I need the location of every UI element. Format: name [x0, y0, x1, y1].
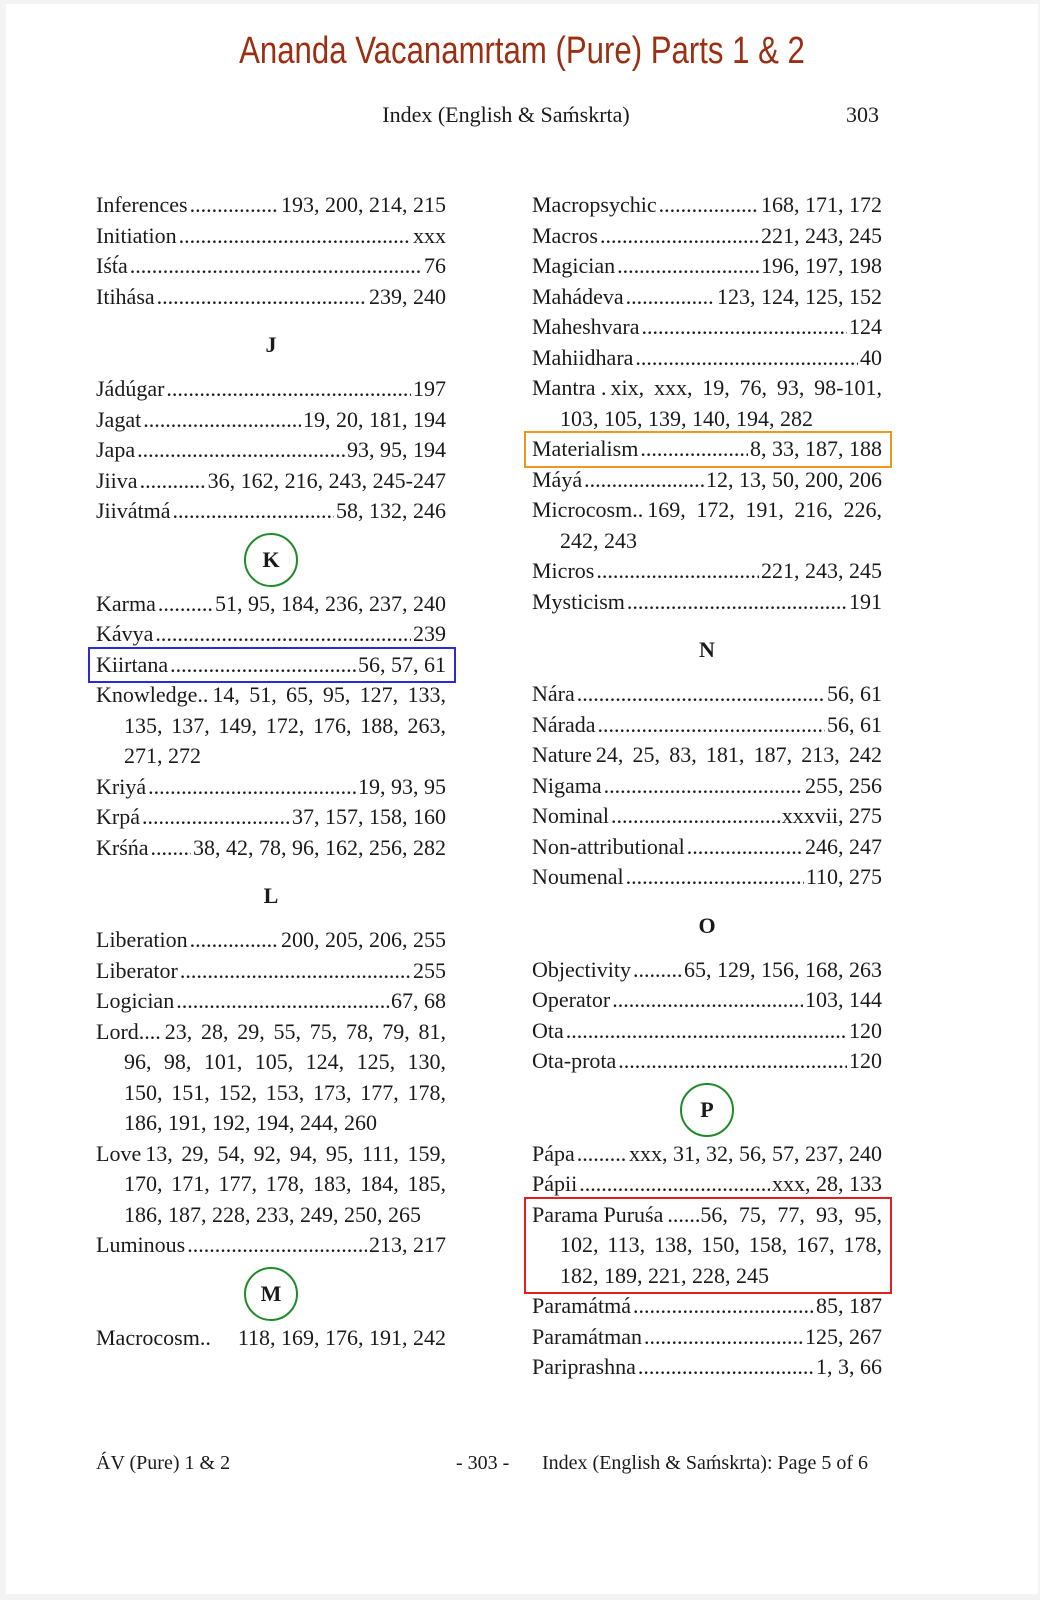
index-entry [96, 925, 446, 956]
index-term: Ota-prota [532, 1048, 617, 1073]
dot-leader [180, 956, 411, 987]
index-entry-line [532, 251, 882, 282]
index-pages: 213, 217 [369, 1232, 446, 1257]
index-entry-line [96, 435, 446, 466]
index-pages: 24, 25, 83, 181, 187, 213, 242 [595, 742, 882, 767]
dot-leader [600, 221, 759, 252]
index-pages: 40 [860, 344, 882, 370]
index-column-left [96, 190, 446, 1353]
running-title: Index (English & Saḿskrta) [382, 102, 630, 127]
index-term: Materialism [532, 436, 639, 461]
section-gap [96, 360, 446, 374]
index-entry [532, 251, 882, 282]
dot-leader [158, 589, 213, 620]
index-term: Maheshvara [532, 314, 640, 339]
index-entry-line [96, 833, 446, 864]
index-term: Jiiva [96, 467, 138, 493]
index-term: Kiirtana [96, 651, 169, 677]
index-entry-line [532, 373, 882, 404]
index-term: Kávya [96, 621, 154, 646]
index-pages: 221, 243, 245 [761, 222, 882, 248]
index-pages: 37, 157, 158, 160 [292, 804, 446, 829]
index-pages: 76 [424, 253, 446, 278]
index-pages: 169, 172, 191, 216, 226, [647, 497, 882, 522]
index-entry [96, 1017, 446, 1139]
index-pages: 255 [413, 957, 446, 983]
index-term: Iśt́a [96, 253, 128, 278]
index-entry [532, 373, 882, 434]
index-entry [532, 1139, 882, 1170]
index-term: Jagat [96, 406, 142, 432]
index-pages-continued: 242, 243 [560, 527, 637, 553]
index-pages: 120 [849, 1048, 882, 1073]
index-entry-line [96, 589, 446, 620]
index-entry-line [96, 1230, 446, 1261]
dot-leader [173, 496, 334, 527]
index-term: Noumenal [532, 864, 624, 889]
index-entry-line [96, 619, 446, 650]
index-term: Itihása [96, 283, 155, 309]
index-pages: 56, 57, 61 [358, 651, 446, 677]
index-term: Nára [532, 681, 575, 706]
dot-leader [598, 710, 825, 741]
index-entry [532, 495, 882, 556]
index-term: Magician [532, 253, 616, 278]
index-pages: 168, 171, 172 [761, 192, 882, 217]
index-entry-line [532, 955, 882, 986]
index-entry [96, 496, 446, 527]
index-entry-line [96, 405, 446, 436]
index-entry-line [532, 587, 882, 618]
index-entry-line [96, 986, 446, 1017]
index-pages: 123, 124, 125, 152 [717, 283, 882, 309]
index-term: Macros [532, 222, 598, 248]
dot-leader [638, 1352, 814, 1383]
section-gap [532, 893, 882, 911]
index-term: Krpá [96, 804, 140, 829]
index-entry [532, 1291, 882, 1322]
letter-heading-text: K [244, 533, 298, 587]
index-entry-line [532, 710, 882, 741]
index-entry-line [532, 190, 882, 221]
index-pages: xxx, 31, 32, 56, 57, 237, 240 [629, 1140, 882, 1166]
index-entry-line [96, 496, 446, 527]
letter-heading-o [532, 911, 882, 941]
index-entry [532, 343, 882, 374]
index-entry [96, 435, 446, 466]
index-entry-line [96, 680, 446, 711]
index-entry-line [96, 251, 446, 282]
dot-leader [143, 405, 301, 436]
footer-center: - 303 - [456, 1452, 510, 1474]
section-gap [96, 911, 446, 925]
index-pages: 125, 267 [805, 1323, 882, 1349]
index-entry [532, 434, 882, 465]
index-entry [532, 955, 882, 986]
index-term: Micros [532, 558, 595, 583]
footer-left: ÁV (Pure) 1 & 2 [96, 1452, 231, 1474]
index-entry [532, 221, 882, 252]
index-entry [532, 1169, 882, 1200]
index-entry [532, 282, 882, 313]
index-term: Nominal [532, 803, 609, 828]
index-entry [96, 1139, 446, 1231]
section-gap [532, 665, 882, 679]
index-pages-continued: 271, 272 [124, 743, 201, 768]
index-entry-line [96, 221, 446, 252]
index-pages: 14, 51, 65, 95, 127, 133, [212, 682, 446, 707]
index-entry-line [96, 772, 446, 803]
index-pages: 85, 187 [816, 1293, 882, 1318]
index-entry-line [532, 1352, 882, 1383]
index-entry-line [532, 801, 882, 832]
index-pages: 56, 61 [827, 711, 882, 737]
index-pages: 19, 93, 95 [358, 773, 446, 799]
dot-leader [179, 221, 411, 252]
index-term: Nigama [532, 772, 602, 798]
dot-leader [579, 1169, 770, 1200]
index-entry [532, 1352, 882, 1383]
index-entry-line [96, 282, 446, 313]
index-entry [532, 556, 882, 587]
dot-leader [170, 650, 356, 681]
letter-heading-j [96, 330, 446, 360]
index-entry [96, 190, 446, 221]
index-entry-line [532, 862, 882, 893]
dot-leader [612, 985, 803, 1016]
index-entry [96, 1230, 446, 1261]
index-entry [532, 587, 882, 618]
index-pages: 196, 197, 198 [761, 253, 882, 278]
index-entry [96, 772, 446, 803]
index-pages-continued: 186, 191, 192, 194, 244, 260 [124, 1110, 377, 1135]
section-gap [532, 941, 882, 955]
dot-leader [659, 190, 759, 221]
index-pages: xxxvii, 275 [781, 803, 882, 828]
index-entry-line [96, 956, 446, 987]
index-pages: 191 [849, 588, 882, 614]
index-entry-line [532, 679, 882, 710]
index-entry [532, 801, 882, 832]
index-entry [532, 985, 882, 1016]
index-term: Love [96, 1140, 142, 1166]
letter-heading-text: P [680, 1083, 734, 1137]
index-term: Operator [532, 987, 611, 1012]
index-entry-line [532, 465, 882, 496]
index-term: Macrocosm.. [96, 1324, 211, 1350]
dot-leader [130, 251, 422, 282]
dot-leader [611, 801, 780, 832]
document-title: Ananda Vacanamrtam (Pure) Parts 1 & 2 [239, 30, 805, 72]
dot-leader [617, 251, 759, 282]
index-pages-continued: 150, 151, 152, 153, 173, 177, 178, [124, 1079, 446, 1105]
index-pages: 51, 95, 184, 236, 237, 240 [215, 590, 446, 616]
dot-leader [635, 343, 858, 374]
index-entry [96, 251, 446, 282]
dot-leader [626, 862, 804, 893]
section-gap [96, 312, 446, 330]
index-entry [532, 832, 882, 863]
index-entry [532, 190, 882, 221]
index-column-right [532, 190, 882, 1383]
index-term: Jiivátmá [96, 498, 171, 523]
dot-leader [157, 282, 367, 313]
index-entry [96, 405, 446, 436]
index-pages-continued: 135, 137, 149, 172, 176, 188, 263, [124, 712, 446, 738]
index-term: Karma [96, 590, 156, 616]
index-term: Pápii [532, 1171, 578, 1196]
index-pages: 246, 247 [805, 833, 882, 859]
index-term: Macropsychic [532, 192, 657, 217]
index-entry-line [532, 771, 882, 802]
index-entry-line [532, 1139, 882, 1170]
index-entry-line [96, 650, 446, 681]
index-term: Máyá [532, 466, 583, 492]
index-entry-line [532, 1046, 882, 1077]
letter-heading-n [532, 635, 882, 665]
index-term: Inferences [96, 192, 188, 217]
index-term: Microcosm.. [532, 497, 644, 522]
index-term: Pápa [532, 1140, 575, 1166]
dot-leader [596, 556, 759, 587]
index-entry-line [532, 343, 882, 374]
index-pages: 200, 205, 206, 255 [281, 927, 446, 952]
header-page-number: 303 [846, 102, 879, 127]
index-pages: 8, 33, 187, 188 [750, 436, 882, 461]
dot-leader [687, 832, 803, 863]
dot-leader [176, 986, 389, 1017]
index-pages: ......56, 75, 77, 93, 95, [667, 1201, 882, 1227]
index-pages: 221, 243, 245 [761, 558, 882, 583]
letter-heading-k [96, 545, 446, 575]
index-term: Luminous [96, 1232, 186, 1257]
dot-leader [155, 619, 411, 650]
dot-leader [642, 312, 847, 343]
section-gap [532, 617, 882, 635]
index-entry [96, 833, 446, 864]
dot-leader [626, 282, 715, 313]
index-entry-line [532, 495, 882, 526]
index-entry-line [532, 556, 882, 587]
index-pages: xxx, 28, 133 [772, 1171, 882, 1196]
index-entry [532, 740, 882, 771]
index-entry [96, 802, 446, 833]
dot-leader [187, 1230, 367, 1261]
dot-leader [577, 679, 825, 710]
index-term: Japa [96, 437, 136, 462]
dot-leader [604, 771, 803, 802]
letter-heading-l [96, 881, 446, 911]
index-entry-line [532, 740, 882, 771]
letter-heading-m [96, 1279, 446, 1309]
index-entry [96, 589, 446, 620]
letter-heading-text: N [699, 637, 715, 662]
index-term: Nárada [532, 711, 596, 737]
letter-heading-text: J [265, 332, 277, 357]
index-entry [96, 1323, 446, 1354]
index-pages: 67, 68 [391, 988, 446, 1013]
index-pages: 36, 162, 216, 243, 245-247 [207, 467, 446, 493]
index-entry-line [532, 1016, 882, 1047]
index-entry-line [532, 832, 882, 863]
index-pages: 193, 200, 214, 215 [281, 192, 446, 217]
letter-heading-text: O [698, 912, 716, 938]
index-entry-line [532, 1291, 882, 1322]
index-pages-continued: 182, 189, 221, 228, 245 [560, 1262, 769, 1288]
dot-leader [577, 1139, 627, 1170]
dot-leader [166, 374, 411, 405]
index-term: Nature [532, 742, 592, 767]
index-entry-line [96, 190, 446, 221]
letter-heading-p [532, 1095, 882, 1125]
index-entry [96, 466, 446, 497]
index-pages: 197 [413, 376, 446, 401]
index-entry [96, 650, 446, 681]
index-entry-line [96, 1017, 446, 1048]
index-entry-line [532, 1200, 882, 1231]
dot-leader [618, 1046, 847, 1077]
index-term: Parama Puruśa [532, 1201, 664, 1227]
index-term: Objectivity [532, 956, 631, 982]
index-term: Mahiidhara [532, 344, 634, 370]
index-term: Mysticism [532, 588, 625, 614]
letter-heading-text: M [244, 1267, 298, 1321]
index-entry [532, 710, 882, 741]
index-entry [532, 1322, 882, 1353]
index-entry-line [96, 925, 446, 956]
dot-leader [151, 833, 191, 864]
index-entry [96, 374, 446, 405]
dot-leader [566, 1016, 847, 1047]
index-pages: 239 [413, 621, 446, 646]
dot-leader [148, 772, 356, 803]
index-pages: 103, 144 [805, 987, 882, 1012]
index-term: Paramátmá [532, 1293, 631, 1318]
index-term: Paramátman [532, 1323, 642, 1349]
index-entry-line [96, 1139, 446, 1170]
dot-leader [137, 435, 345, 466]
index-entry [532, 312, 882, 343]
index-pages: 23, 28, 29, 55, 75, 78, 79, 81, [164, 1018, 446, 1044]
index-term: Mahádeva [532, 283, 624, 309]
index-entry-line [532, 1322, 882, 1353]
index-pages: 38, 42, 78, 96, 162, 256, 282 [193, 834, 446, 860]
index-entry-line [532, 1169, 882, 1200]
index-pages-continued: 102, 113, 138, 150, 158, 167, 178, [560, 1232, 882, 1257]
index-term: Lord.... [96, 1018, 161, 1044]
index-entry [532, 465, 882, 496]
index-term: Knowledge.. [96, 682, 209, 707]
index-entry [532, 1046, 882, 1077]
document-page [6, 4, 1038, 1594]
index-term: Non-attributional [532, 833, 685, 859]
index-entry [96, 282, 446, 313]
dot-leader [633, 1291, 814, 1322]
index-entry-line [532, 221, 882, 252]
index-term: Logician [96, 988, 175, 1013]
dot-leader [140, 466, 206, 497]
index-pages: xxx [413, 222, 446, 248]
index-entry [96, 680, 446, 772]
index-pages: 124 [849, 314, 882, 339]
index-entry [96, 986, 446, 1017]
footer-right: Index (English & Saḿskrta): Page 5 of 6 [542, 1452, 869, 1474]
index-term: Liberation [96, 927, 188, 952]
index-pages: 239, 240 [369, 283, 446, 309]
index-pages: xix, xxx, 19, 76, 93, 98-101, [610, 375, 882, 400]
index-entry-line [532, 985, 882, 1016]
index-entry-line [532, 312, 882, 343]
index-entry [532, 1200, 882, 1292]
index-term: Ota [532, 1017, 564, 1043]
index-pages-continued: 96, 98, 101, 105, 124, 125, 130, [124, 1049, 446, 1074]
index-entry-line [96, 1323, 446, 1354]
index-pages: 19, 20, 181, 194 [303, 406, 446, 432]
index-term: Initiation [96, 222, 177, 248]
index-pages: 118, 169, 176, 191, 242 [237, 1324, 446, 1350]
index-entry [532, 862, 882, 893]
index-pages: 93, 95, 194 [347, 437, 446, 462]
index-entry [96, 956, 446, 987]
index-entry-line [96, 802, 446, 833]
index-entry [96, 221, 446, 252]
index-entry-line [96, 466, 446, 497]
index-entry [532, 771, 882, 802]
index-entry-line [96, 374, 446, 405]
index-pages-continued: 186, 187, 228, 233, 249, 250, 265 [124, 1201, 421, 1227]
index-pages: 56, 61 [827, 681, 882, 706]
index-entry [96, 619, 446, 650]
dot-leader [633, 955, 682, 986]
index-pages: 65, 129, 156, 168, 263 [684, 956, 882, 982]
index-term: Jádúgar [96, 376, 165, 401]
index-term: Krśńa [96, 834, 149, 860]
index-pages: 255, 256 [805, 772, 882, 798]
index-entry-line [532, 434, 882, 465]
dot-leader [190, 925, 279, 956]
dot-leader [190, 190, 279, 221]
index-pages: 12, 13, 50, 200, 206 [706, 466, 882, 492]
dot-leader [644, 1322, 803, 1353]
index-pages: 1, 3, 66 [816, 1354, 882, 1379]
dot-leader [142, 802, 290, 833]
section-gap [96, 863, 446, 881]
index-term: Pariprashna [532, 1354, 636, 1379]
index-pages: 120 [849, 1017, 882, 1043]
dot-leader [640, 434, 748, 465]
index-term: Liberator [96, 957, 178, 983]
index-pages: 13, 29, 54, 92, 94, 95, 111, 159, [145, 1140, 446, 1166]
dot-leader [584, 465, 704, 496]
dot-leader [627, 587, 847, 618]
index-term: Kriyá [96, 773, 147, 799]
index-entry [532, 679, 882, 710]
index-pages: 110, 275 [805, 864, 882, 889]
index-pages: 58, 132, 246 [336, 498, 446, 523]
index-entry-line [532, 282, 882, 313]
index-entry [532, 1016, 882, 1047]
index-pages-continued: 103, 105, 139, 140, 194, 282 [560, 405, 813, 431]
letter-heading-text: L [263, 883, 279, 908]
index-term: Mantra . [532, 375, 607, 400]
index-pages-continued: 170, 171, 177, 178, 183, 184, 185, [124, 1171, 446, 1196]
